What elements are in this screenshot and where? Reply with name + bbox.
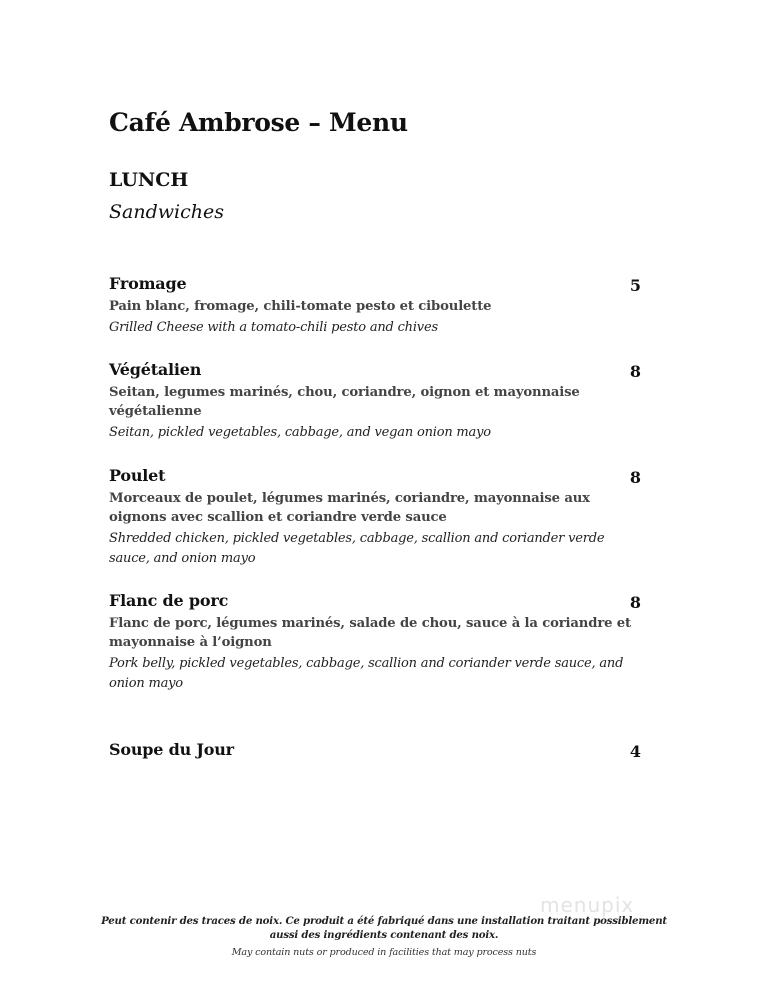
item-name: Soupe du Jour [109, 740, 234, 759]
page-title: Café Ambrose – Menu [109, 108, 408, 137]
item-description-en: Grilled Cheese with a tomato-chili pesto and chives [109, 320, 438, 335]
item-name: Poulet [109, 466, 166, 485]
item-price: 4 [629, 742, 641, 761]
item-name: Flanc de porc [109, 591, 229, 610]
section-heading-lunch: LUNCH [109, 169, 189, 191]
watermark-logo: menupix [540, 893, 635, 917]
item-description-en: Shredded chicken, pickled vegetables, cabbage, scallion and coriander verde sauce, and onion mayo [109, 531, 605, 566]
menu-item [109, 591, 641, 694]
item-description-fr: Morceaux de poulet, légumes marinés, coriandre, mayonnaise aux oignons avec scallion et coriandre verde sauce [109, 491, 590, 525]
allergen-notice-en: May contain nuts or produced in facilities that may process nuts [231, 947, 537, 958]
item-price: 8 [629, 468, 641, 487]
subsection-heading-sandwiches: Sandwiches [109, 201, 224, 223]
item-name: Fromage [109, 274, 187, 293]
allergen-notice-fr: Peut contenir des traces de noix. Ce produit a été fabriqué dans une installation traitant possiblement aussi des ingrédients contenant des noix. [101, 915, 667, 941]
footer-allergen-notice [100, 914, 668, 958]
menu-item [109, 274, 641, 338]
item-description-fr: Seitan, legumes marinés, chou, coriandre, oignon et mayonnaise végétalienne [109, 385, 580, 419]
item-name: Végétalien [109, 360, 202, 379]
menu-item [109, 360, 641, 443]
item-description-en: Pork belly, pickled vegetables, cabbage, scallion and coriander verde sauce, and onion mayo [109, 656, 624, 691]
menu-item-soup [109, 740, 641, 762]
item-description-en: Seitan, pickled vegetables, cabbage, and vegan onion mayo [109, 425, 491, 440]
item-price: 5 [629, 276, 641, 295]
item-price: 8 [629, 362, 641, 381]
item-price: 8 [629, 593, 641, 612]
item-description-fr: Pain blanc, fromage, chili-tomate pesto et ciboulette [109, 299, 492, 314]
item-description-fr: Flanc de porc, légumes marinés, salade de chou, sauce à la coriandre et mayonnaise à l’oignon [109, 616, 631, 650]
menu-item [109, 466, 641, 569]
